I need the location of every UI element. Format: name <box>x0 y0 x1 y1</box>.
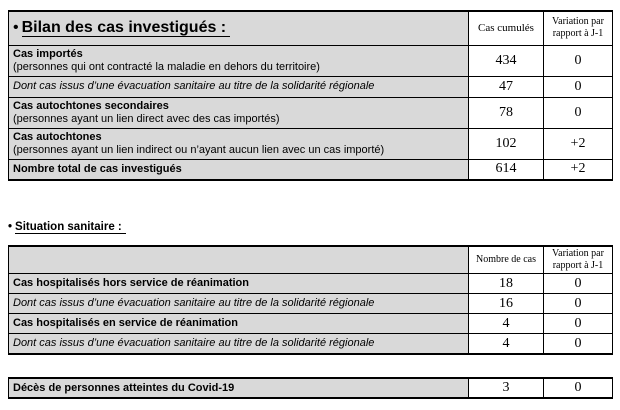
table-header-row <box>9 11 613 45</box>
row-label: Dont cas issus d’une évacuation sanitaire au titre de la solidarité régionale <box>13 297 375 309</box>
value-cell: 102 <box>469 128 544 159</box>
investigated-cases-table <box>8 10 613 181</box>
row-label-cell <box>9 45 469 76</box>
row-label: Cas autochtones secondaires <box>13 99 169 112</box>
table-row <box>9 128 613 159</box>
value-cell: 3 <box>469 378 544 398</box>
row-label-cell <box>9 97 469 128</box>
value-cell: 4 <box>469 314 544 334</box>
table-row <box>9 97 613 128</box>
row-label-cell <box>9 76 469 97</box>
value-cell: 78 <box>469 97 544 128</box>
row-sublabel: (personnes ayant un lien direct avec des cas importés) <box>13 112 280 125</box>
row-label-cell <box>9 159 469 180</box>
bullet-icon: • <box>13 19 19 37</box>
variation-cell: +2 <box>544 159 613 180</box>
table-row <box>9 334 613 355</box>
table-row <box>9 314 613 334</box>
variation-cell: 0 <box>544 76 613 97</box>
variation-cell: 0 <box>544 378 613 398</box>
row-label: Dont cas issus d’une évacuation sanitaire au titre de la solidarité régionale <box>13 80 375 92</box>
col-header-cumulative-cases: Cas cumulés <box>469 11 544 45</box>
table-row <box>9 76 613 97</box>
section2-heading <box>8 221 126 233</box>
table-total-row <box>9 159 613 180</box>
col-header-variation: Variation par rapport à J-1 <box>544 246 613 274</box>
row-label: Nombre total de cas investigués <box>13 162 182 175</box>
table-header-row <box>9 246 613 274</box>
table-row <box>9 274 613 294</box>
variation-cell: 0 <box>544 274 613 294</box>
row-label-cell <box>9 314 469 334</box>
variation-cell: 0 <box>544 314 613 334</box>
table-row <box>9 45 613 76</box>
deaths-table <box>8 377 613 399</box>
variation-cell: 0 <box>544 294 613 314</box>
row-label-cell <box>9 128 469 159</box>
value-cell: 614 <box>469 159 544 180</box>
variation-cell: 0 <box>544 45 613 76</box>
row-label: Décès de personnes atteintes du Covid-19 <box>13 381 235 394</box>
value-cell: 4 <box>469 334 544 355</box>
row-label-cell <box>9 294 469 314</box>
row-sublabel: (personnes ayant un lien indirect ou n’ayant aucun lien avec un cas importé) <box>13 143 385 156</box>
row-label: Cas hospitalisés en service de réanimation <box>13 317 238 329</box>
value-cell: 16 <box>469 294 544 314</box>
section1-title-cell <box>9 11 469 45</box>
row-label: Cas autochtones <box>13 130 102 143</box>
section1-title: Bilan des cas investigués : <box>22 19 231 37</box>
variation-cell: 0 <box>544 97 613 128</box>
variation-cell: 0 <box>544 334 613 355</box>
health-situation-table <box>8 245 613 355</box>
value-cell: 47 <box>469 76 544 97</box>
col-header-variation: Variation par rapport à J-1 <box>544 11 613 45</box>
row-label-cell <box>9 334 469 355</box>
bullet-icon: • <box>8 221 13 233</box>
deaths-row <box>9 378 613 398</box>
col-header-case-count: Nombre de cas <box>469 246 544 274</box>
table-row <box>9 294 613 314</box>
value-cell: 434 <box>469 45 544 76</box>
row-label-cell <box>9 378 469 398</box>
section2-title: Situation sanitaire : <box>15 221 126 234</box>
row-label: Dont cas issus d’une évacuation sanitaire au titre de la solidarité régionale <box>13 337 375 349</box>
row-label-cell <box>9 274 469 294</box>
row-label: Cas hospitalisés hors service de réanimation <box>13 277 249 289</box>
variation-cell: +2 <box>544 128 613 159</box>
value-cell: 18 <box>469 274 544 294</box>
row-sublabel: (personnes qui ont contracté la maladie en dehors du territoire) <box>13 60 320 73</box>
row-label: Cas importés <box>13 47 83 60</box>
empty-header-cell <box>9 246 469 274</box>
